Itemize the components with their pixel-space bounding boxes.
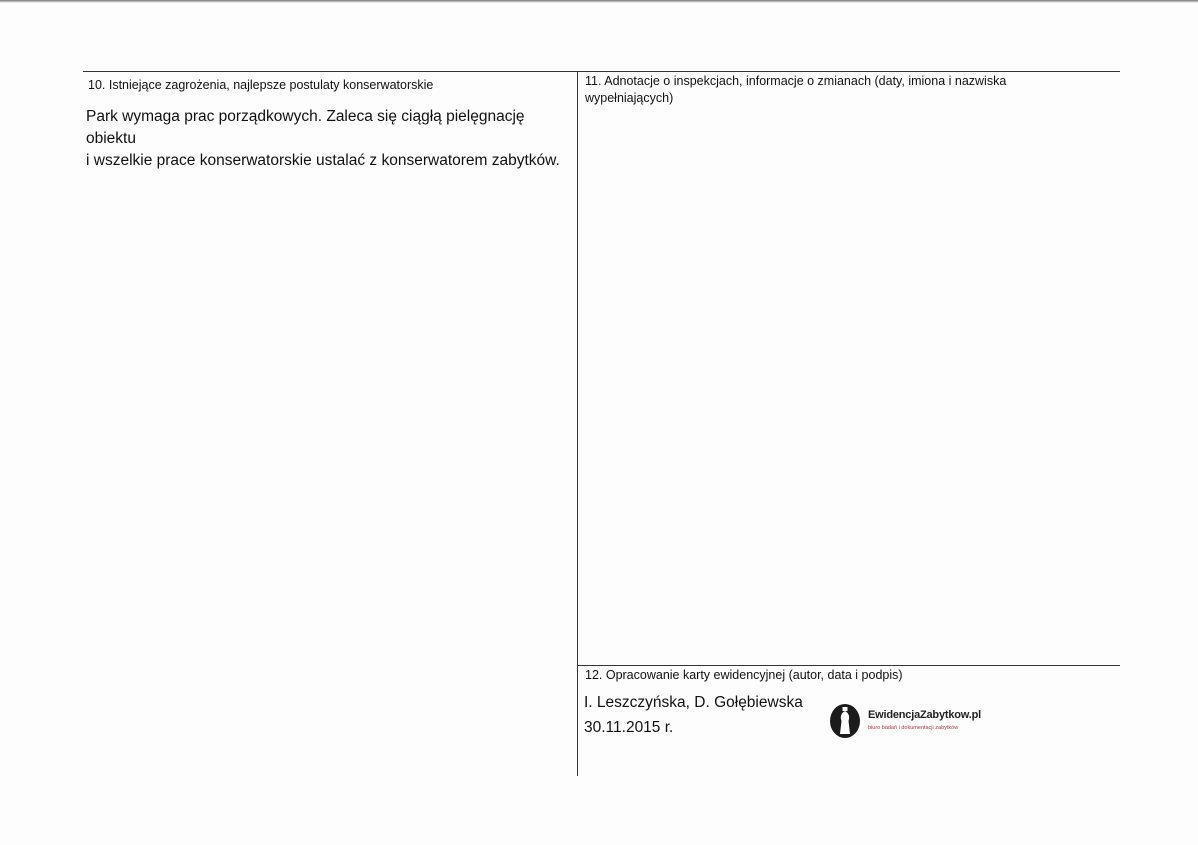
section12-authors: I. Leszczyńska, D. Gołębiewska bbox=[584, 694, 803, 711]
keyhole-badge-icon bbox=[828, 703, 862, 739]
column-divider bbox=[577, 71, 578, 776]
section11-top-rule bbox=[578, 71, 1120, 72]
section10-body bbox=[86, 106, 574, 172]
company-stamp bbox=[828, 703, 1008, 743]
section10-body-line2: i wszelkie prace konserwatorskie ustalać z konserwatorem zabytków. bbox=[86, 152, 560, 169]
section10-body-line1: Park wymaga prac porządkowych. Zaleca się ciągłą pielęgnację obiektu bbox=[86, 108, 525, 147]
section12-top-rule bbox=[578, 665, 1120, 666]
section12-heading: 12. Opracowanie karty ewidencyjnej (autor, data i podpis) bbox=[585, 668, 903, 682]
stamp-name: EwidencjaZabytkow.pl bbox=[868, 709, 981, 721]
stamp-tagline: biuro badań i dokumentacji zabytków bbox=[868, 725, 959, 731]
section10-top-rule bbox=[83, 71, 578, 72]
section11-heading-line2: wypełniających) bbox=[585, 91, 674, 105]
scan-edge-shadow bbox=[0, 0, 1198, 3]
section11-heading-line1: 11. Adnotacje o inspekcjach, informacje o zmianach (daty, imiona i nazwiska bbox=[585, 74, 1007, 88]
section11-heading bbox=[585, 73, 1115, 107]
section12-date: 30.11.2015 r. bbox=[584, 719, 674, 736]
section10-heading: 10. Istniejące zagrożenia, najlepsze postulaty konserwatorskie bbox=[88, 78, 434, 92]
